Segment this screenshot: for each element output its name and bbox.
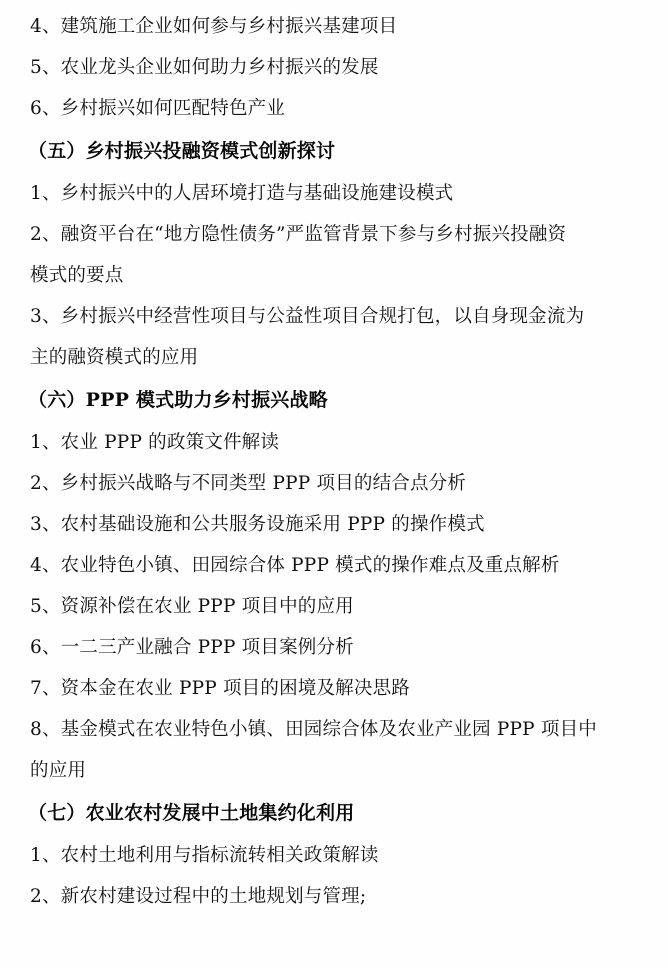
list-item: 1、农村土地利用与指标流转相关政策解读: [30, 845, 379, 866]
list-item: 6、乡村振兴如何匹配特色产业: [30, 98, 286, 119]
list-item: 2、新农村建设过程中的土地规划与管理;: [30, 886, 367, 907]
paragraph-continuation: 模式的要点: [30, 265, 124, 286]
list-item: 2、融资平台在“地方隐性债务”严监管背景下参与乡村振兴投融资: [30, 224, 567, 245]
paragraph-continuation: 主的融资模式的应用: [30, 347, 199, 368]
list-item: 4、建筑施工企业如何参与乡村振兴基建项目: [30, 16, 398, 37]
list-item: 2、乡村振兴战略与不同类型 PPP 项目的结合点分析: [30, 473, 467, 494]
section-heading: （七）农业农村发展中土地集约化利用: [28, 802, 355, 824]
list-item: 3、农村基础设施和公共服务设施采用 PPP 的操作模式: [30, 514, 485, 535]
paragraph-continuation: 的应用: [30, 760, 87, 781]
list-item: 5、资源补偿在农业 PPP 项目中的应用: [30, 596, 354, 617]
list-item: 4、农业特色小镇、田园综合体 PPP 模式的操作难点及重点解析: [30, 555, 560, 576]
section-heading: （六）PPP 模式助力乡村振兴战略: [28, 389, 328, 411]
list-item: 7、资本金在农业 PPP 项目的困境及解决思路: [30, 678, 410, 699]
list-item: 3、乡村振兴中经营性项目与公益性项目合规打包，以自身现金流为: [30, 306, 585, 327]
document-body: [28, 6, 638, 917]
section-heading: （五）乡村振兴投融资模式创新探讨: [28, 140, 336, 162]
list-item: 1、乡村振兴中的人居环境打造与基础设施建设模式: [30, 183, 454, 204]
list-item: 6、一二三产业融合 PPP 项目案例分析: [30, 637, 354, 658]
list-item: 1、农业 PPP 的政策文件解读: [30, 432, 280, 453]
list-item: 8、基金模式在农业特色小镇、田园综合体及农业产业园 PPP 项目中: [30, 719, 597, 740]
list-item: 5、农业龙头企业如何助力乡村振兴的发展: [30, 57, 379, 78]
